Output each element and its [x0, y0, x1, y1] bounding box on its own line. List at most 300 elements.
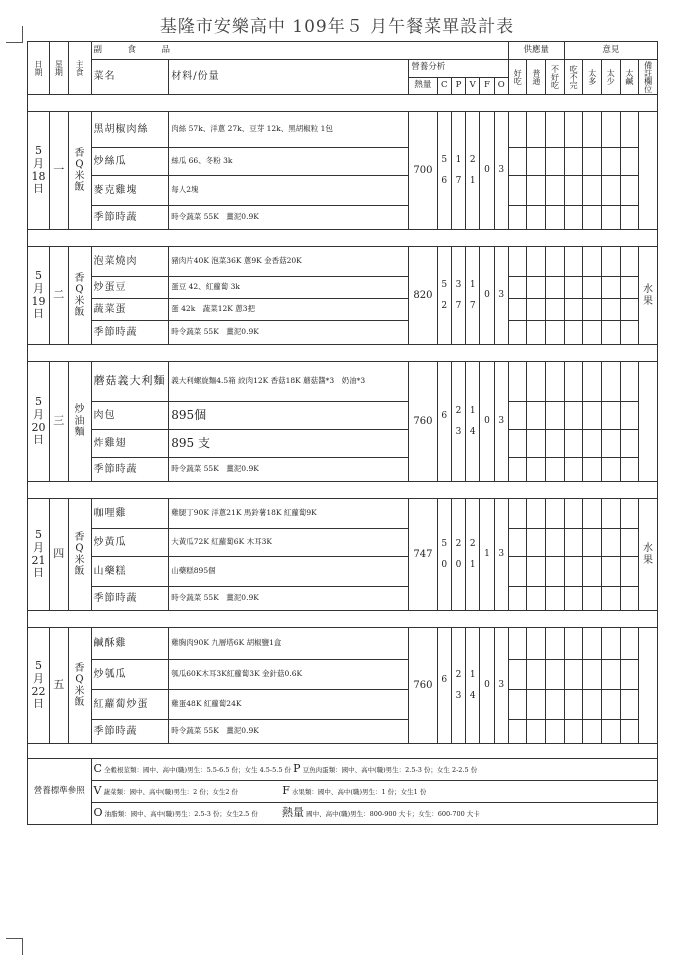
date-part: 22	[31, 684, 46, 698]
header-weekday: 星期	[49, 42, 68, 95]
eval-cell[interactable]	[620, 499, 639, 529]
dish-name: 蔬菜蛋	[91, 299, 169, 321]
header-col-v: V	[466, 77, 480, 95]
eval-cell[interactable]	[583, 299, 602, 321]
kcal-value: 760	[409, 628, 437, 744]
dish-row	[28, 148, 658, 176]
dish-row	[28, 587, 658, 611]
date-part: 日	[32, 307, 44, 321]
kcal-value: 820	[409, 247, 437, 345]
dish-name: 泡菜燒肉	[91, 247, 169, 277]
header-eval: 好吃	[508, 60, 527, 95]
dish-ingredients: 絲瓜 66、冬粉 3k	[169, 148, 409, 176]
eval-cell[interactable]	[564, 557, 583, 587]
staple-char: 炒	[74, 404, 85, 416]
standard-key: C	[93, 762, 102, 776]
eval-cell[interactable]	[601, 176, 620, 206]
eval-cell[interactable]	[527, 458, 546, 482]
nutrition-digit: 3	[455, 426, 462, 437]
eval-cell[interactable]	[583, 176, 602, 206]
eval-cell[interactable]	[546, 499, 565, 529]
eval-cell[interactable]	[564, 206, 583, 230]
eval-cell[interactable]	[546, 587, 565, 611]
eval-cell[interactable]	[564, 277, 583, 299]
eval-cell[interactable]	[601, 690, 620, 720]
eval-cell[interactable]	[508, 499, 527, 529]
date-part: 5	[34, 395, 42, 409]
standard-text: 豆魚肉蛋類：國中、高中(職)男生：2.5-3 份；女生 2-2.5 份	[302, 766, 478, 775]
nutrition-digit: 1	[469, 280, 476, 291]
eval-cell[interactable]	[601, 206, 620, 230]
dish-ingredients: 時令蔬菜 55K 薑泥0.9K	[169, 587, 409, 611]
header-eval: 不好吃	[546, 60, 565, 95]
standard-label: 營養標準參照	[28, 759, 92, 825]
eval-cell[interactable]	[546, 112, 565, 148]
dish-row	[28, 499, 658, 529]
header-eval: 太鹹	[620, 60, 639, 95]
eval-cell[interactable]	[546, 299, 565, 321]
eval-cell[interactable]	[601, 587, 620, 611]
date-part: 5	[34, 659, 42, 673]
dish-ingredients: 時令蔬菜 55K 薑泥0.9K	[169, 206, 409, 230]
eval-cell[interactable]	[601, 112, 620, 148]
separator-row	[28, 95, 658, 112]
eval-cell[interactable]	[527, 499, 546, 529]
eval-cell[interactable]	[546, 206, 565, 230]
eval-cell[interactable]	[527, 430, 546, 458]
eval-cell[interactable]	[564, 690, 583, 720]
eval-cell[interactable]	[508, 299, 527, 321]
eval-cell[interactable]	[583, 557, 602, 587]
nutrition-digit: 5	[441, 155, 448, 166]
dish-row	[28, 299, 658, 321]
day-date	[28, 247, 50, 345]
eval-cell[interactable]	[583, 402, 602, 430]
standard-row	[91, 803, 657, 825]
nutrition-f: 0	[480, 247, 494, 345]
eval-cell[interactable]	[508, 362, 527, 402]
staple-char: 米	[74, 170, 85, 182]
nutrition-digit: 6	[441, 675, 448, 686]
staple-char: 米	[74, 295, 85, 307]
eval-cell[interactable]	[620, 402, 639, 430]
dish-name: 肉包	[91, 402, 169, 430]
eval-cell[interactable]	[620, 299, 639, 321]
dish-ingredients: 雞腿丁90K 洋蔥21K 馬鈴薯18K 紅蘿蔔9K	[169, 499, 409, 529]
staple-char: Q	[75, 284, 84, 295]
nutrition-digit: 0	[441, 559, 448, 570]
standard-key: 熱量	[282, 806, 304, 820]
eval-cell[interactable]	[508, 176, 527, 206]
eval-cell[interactable]	[527, 529, 546, 557]
eval-cell[interactable]	[527, 628, 546, 660]
date-part: 20	[31, 420, 46, 434]
eval-cell[interactable]	[527, 402, 546, 430]
eval-cell[interactable]	[546, 720, 565, 744]
nutrition-f: 0	[480, 112, 494, 230]
staple-char: 香	[74, 147, 85, 159]
date-part: 日	[32, 433, 44, 447]
date-part: 月	[32, 407, 44, 421]
remark-fruit: 水果	[639, 499, 658, 611]
eval-cell[interactable]	[546, 690, 565, 720]
dish-ingredients: 蛋 42k 蔬菜12K 蔥3把	[169, 299, 409, 321]
nutrition-digit: 5	[441, 280, 448, 291]
eval-cell[interactable]	[546, 362, 565, 402]
nutrition-digit: 1	[469, 175, 476, 186]
eval-cell[interactable]	[508, 628, 527, 660]
standard-text: 油脂類：國中、高中(職)男生：2.5-3 份；女生2.5 份	[104, 810, 258, 819]
eval-cell[interactable]	[564, 720, 583, 744]
dish-name: 黑胡椒肉絲	[91, 112, 169, 148]
staple-char: Q	[75, 543, 84, 554]
eval-cell[interactable]	[527, 277, 546, 299]
nutrition-digit: 1	[469, 670, 476, 681]
eval-cell[interactable]	[527, 587, 546, 611]
remark-fruit	[639, 112, 658, 230]
eval-cell[interactable]	[620, 176, 639, 206]
eval-cell[interactable]	[527, 557, 546, 587]
dish-ingredients: 豬肉片40K 泡菜36K 蔥9K 金香菇20K	[169, 247, 409, 277]
separator	[28, 744, 658, 759]
eval-cell[interactable]	[620, 458, 639, 482]
eval-cell[interactable]	[564, 362, 583, 402]
remark-fruit	[639, 628, 658, 744]
eval-cell[interactable]	[564, 660, 583, 690]
day-weekday: 二	[49, 247, 68, 345]
eval-cell[interactable]	[601, 299, 620, 321]
dish-name: 山藥糕	[91, 557, 169, 587]
dish-ingredients: 時令蔬菜 55K 薑泥0.9K	[169, 321, 409, 345]
header-supply: 供應量	[508, 42, 564, 60]
eval-cell[interactable]	[546, 458, 565, 482]
staple-char: 油	[74, 415, 85, 427]
eval-cell[interactable]	[508, 148, 527, 176]
eval-cell[interactable]	[546, 148, 565, 176]
eval-cell[interactable]	[620, 529, 639, 557]
staple-char: Q	[75, 159, 84, 170]
eval-cell[interactable]	[508, 720, 527, 744]
eval-cell[interactable]	[620, 690, 639, 720]
eval-cell[interactable]	[601, 499, 620, 529]
eval-cell[interactable]	[508, 402, 527, 430]
eval-cell[interactable]	[601, 247, 620, 277]
eval-cell[interactable]	[601, 628, 620, 660]
dish-ingredients: 肉絲 57k、洋蔥 27k、豆芽 12k、黑胡椒粒 1包	[169, 112, 409, 148]
dish-ingredients: 雞蛋48K 紅蘿蔔24K	[169, 690, 409, 720]
staple-char: 香	[74, 662, 85, 674]
eval-cell[interactable]	[546, 628, 565, 660]
eval-cell[interactable]	[601, 277, 620, 299]
eval-cell[interactable]	[620, 587, 639, 611]
eval-cell[interactable]	[527, 690, 546, 720]
dish-name: 鹹酥雞	[91, 628, 169, 660]
dish-name: 炒絲瓜	[91, 148, 169, 176]
dish-name: 紅蘿蔔炒蛋	[91, 690, 169, 720]
eval-cell[interactable]	[601, 529, 620, 557]
eval-cell[interactable]	[564, 529, 583, 557]
date-part: 5	[34, 528, 42, 542]
separator-row	[28, 744, 658, 759]
nutrition-digit: 1	[455, 155, 462, 166]
eval-cell[interactable]	[546, 402, 565, 430]
date-part: 18	[31, 169, 46, 183]
date-part: 月	[32, 281, 44, 295]
eval-cell[interactable]	[583, 720, 602, 744]
separator	[28, 345, 658, 362]
eval-cell[interactable]	[508, 206, 527, 230]
eval-cell[interactable]	[508, 247, 527, 277]
eval-cell[interactable]	[620, 660, 639, 690]
day-date	[28, 362, 50, 482]
eval-cell[interactable]	[601, 321, 620, 345]
eval-cell[interactable]	[508, 690, 527, 720]
nutrition-digit: 1	[469, 559, 476, 570]
dish-row	[28, 430, 658, 458]
dish-row	[28, 402, 658, 430]
eval-cell[interactable]	[527, 247, 546, 277]
eval-cell[interactable]	[620, 148, 639, 176]
eval-cell[interactable]	[508, 587, 527, 611]
nutrition-digit: 7	[455, 300, 462, 311]
separator-row	[28, 345, 658, 362]
nutrition-o: 3	[494, 247, 508, 345]
day-date	[28, 112, 50, 230]
eval-cell[interactable]	[546, 557, 565, 587]
eval-cell[interactable]	[583, 206, 602, 230]
eval-cell[interactable]	[508, 277, 527, 299]
dish-name: 蘑菇義大利麵	[91, 362, 169, 402]
dish-ingredients: 大黃瓜72K 紅蘿蔔6K 木耳3K	[169, 529, 409, 557]
eval-cell[interactable]	[583, 690, 602, 720]
eval-cell[interactable]	[564, 458, 583, 482]
day-weekday: 一	[49, 112, 68, 230]
eval-cell[interactable]	[564, 587, 583, 611]
eval-cell[interactable]	[546, 176, 565, 206]
eval-cell[interactable]	[601, 148, 620, 176]
eval-cell[interactable]	[583, 660, 602, 690]
eval-cell[interactable]	[508, 430, 527, 458]
nutrition-digit: 1	[469, 406, 476, 417]
dish-ingredients: 895 支	[169, 430, 409, 458]
kcal-value: 760	[409, 362, 437, 482]
day-staple	[68, 628, 91, 744]
dish-name: 季節時蔬	[91, 587, 169, 611]
nutrition-digit: 4	[469, 690, 476, 701]
header-col-p: P	[451, 77, 465, 95]
day-staple	[68, 112, 91, 230]
eval-cell[interactable]	[508, 529, 527, 557]
eval-cell[interactable]	[564, 402, 583, 430]
eval-cell[interactable]	[546, 660, 565, 690]
eval-cell[interactable]	[508, 557, 527, 587]
nutrition-f: 0	[480, 362, 494, 482]
eval-cell[interactable]	[564, 499, 583, 529]
eval-cell[interactable]	[527, 299, 546, 321]
eval-cell[interactable]	[601, 430, 620, 458]
date-part: 月	[32, 156, 44, 170]
eval-cell[interactable]	[583, 587, 602, 611]
eval-cell[interactable]	[546, 321, 565, 345]
eval-cell[interactable]	[583, 628, 602, 660]
dish-row	[28, 628, 658, 660]
separator-row	[28, 611, 658, 628]
staple-char: 麵	[74, 427, 85, 439]
eval-cell[interactable]	[564, 321, 583, 345]
nutrition-digit: 7	[469, 300, 476, 311]
dish-name: 季節時蔬	[91, 321, 169, 345]
eval-cell[interactable]	[583, 458, 602, 482]
eval-cell[interactable]	[564, 299, 583, 321]
eval-cell[interactable]	[583, 148, 602, 176]
date-part: 日	[32, 182, 44, 196]
eval-cell[interactable]	[620, 247, 639, 277]
nutrition-c	[437, 362, 451, 482]
nutrition-digit: 2	[469, 539, 476, 550]
nutrition-f: 0	[480, 628, 494, 744]
header-nutrition: 營養分析	[409, 60, 509, 78]
standard-row	[91, 759, 657, 781]
eval-cell[interactable]	[527, 321, 546, 345]
eval-cell[interactable]	[620, 628, 639, 660]
standard-key: P	[293, 762, 301, 776]
eval-cell[interactable]	[620, 112, 639, 148]
separator-row	[28, 482, 658, 499]
eval-cell[interactable]	[583, 362, 602, 402]
eval-cell[interactable]	[527, 148, 546, 176]
eval-cell[interactable]	[564, 148, 583, 176]
eval-cell[interactable]	[564, 430, 583, 458]
eval-cell[interactable]	[601, 362, 620, 402]
eval-cell[interactable]	[583, 499, 602, 529]
day-weekday: 五	[49, 628, 68, 744]
dish-ingredients: 895個	[169, 402, 409, 430]
dish-ingredients: 蛋豆 42、紅蘿蔔 3k	[169, 277, 409, 299]
eval-cell[interactable]	[508, 321, 527, 345]
eval-cell[interactable]	[527, 112, 546, 148]
staple-char: 米	[74, 554, 85, 566]
dish-row	[28, 529, 658, 557]
dish-ingredients: 義大利螺旋麵4.5箱 絞肉12K 香菇18K 蘑菇醬*3 奶油*3	[169, 362, 409, 402]
dish-name: 炒瓠瓜	[91, 660, 169, 690]
separator	[28, 482, 658, 499]
eval-cell[interactable]	[620, 557, 639, 587]
eval-cell[interactable]	[620, 430, 639, 458]
eval-cell[interactable]	[620, 277, 639, 299]
staple-char: 飯	[74, 307, 85, 318]
eval-cell[interactable]	[601, 557, 620, 587]
header-dish-name: 菜名	[91, 60, 169, 95]
eval-cell[interactable]	[564, 247, 583, 277]
standard-text: 蔬菜類：國中、高中(職)男生：2 份；女生2 份	[103, 788, 239, 797]
eval-cell[interactable]	[527, 720, 546, 744]
dish-row	[28, 690, 658, 720]
nutrition-o: 3	[494, 362, 508, 482]
eval-cell[interactable]	[620, 720, 639, 744]
eval-cell[interactable]	[583, 430, 602, 458]
staple-char: 飯	[74, 566, 85, 577]
staple-char: Q	[75, 674, 84, 685]
eval-cell[interactable]	[508, 112, 527, 148]
separator	[28, 95, 658, 112]
nutrition-v	[466, 628, 480, 744]
eval-cell[interactable]	[546, 430, 565, 458]
nutrition-digit: 0	[455, 559, 462, 570]
nutrition-digit: 6	[441, 175, 448, 186]
separator	[28, 230, 658, 247]
header-staple: 主食	[68, 42, 91, 95]
eval-cell[interactable]	[583, 247, 602, 277]
date-part: 5	[34, 144, 42, 158]
nutrition-digit: 5	[441, 539, 448, 550]
standard-row	[91, 781, 657, 803]
eval-cell[interactable]	[620, 206, 639, 230]
nutrition-o: 3	[494, 628, 508, 744]
nutrition-p	[451, 628, 465, 744]
eval-cell[interactable]	[546, 529, 565, 557]
nutrition-digit: 4	[469, 426, 476, 437]
eval-cell[interactable]	[620, 362, 639, 402]
eval-cell[interactable]	[564, 112, 583, 148]
eval-cell[interactable]	[583, 321, 602, 345]
eval-cell[interactable]	[620, 321, 639, 345]
nutrition-c	[437, 628, 451, 744]
eval-cell[interactable]	[527, 362, 546, 402]
menu-table	[27, 41, 658, 825]
standard-text: 水果類：國中、高中(職)男生：1 份；女生1 份	[291, 788, 427, 797]
eval-cell[interactable]	[601, 660, 620, 690]
page-title: 基隆市安樂高中 109年５ 月午餐菜單設計表	[159, 17, 515, 37]
dish-row	[28, 206, 658, 230]
nutrition-c	[437, 247, 451, 345]
eval-cell[interactable]	[564, 176, 583, 206]
eval-cell[interactable]	[527, 206, 546, 230]
dish-name: 咖哩雞	[91, 499, 169, 529]
staple-char: 香	[74, 531, 85, 543]
eval-cell[interactable]	[601, 458, 620, 482]
eval-cell[interactable]	[583, 529, 602, 557]
eval-cell[interactable]	[527, 176, 546, 206]
eval-cell[interactable]	[564, 628, 583, 660]
header-eval: 普通	[527, 60, 546, 95]
header-col-c: C	[437, 77, 451, 95]
eval-cell[interactable]	[601, 720, 620, 744]
nutrition-p	[451, 362, 465, 482]
nutrition-v	[466, 112, 480, 230]
header-eval: 太少	[601, 60, 620, 95]
day-date	[28, 628, 50, 744]
standard-text: 全穀根莖類：國中、高中(職)男生：5.5-6.5 份；女生 4.5-5.5 份	[104, 766, 292, 775]
nutrition-o: 3	[494, 499, 508, 611]
staple-char: 香	[74, 272, 85, 284]
header-date: 日期	[28, 42, 50, 95]
staple-char: 飯	[74, 182, 85, 193]
eval-cell[interactable]	[508, 660, 527, 690]
eval-cell[interactable]	[508, 458, 527, 482]
nutrition-c	[437, 112, 451, 230]
nutrition-v	[466, 247, 480, 345]
eval-cell[interactable]	[601, 402, 620, 430]
header-remark: 備註欄位	[639, 60, 658, 95]
eval-cell[interactable]	[583, 277, 602, 299]
nutrition-p	[451, 247, 465, 345]
eval-cell[interactable]	[546, 277, 565, 299]
eval-cell[interactable]	[527, 660, 546, 690]
eval-cell[interactable]	[546, 247, 565, 277]
day-weekday: 三	[49, 362, 68, 482]
eval-cell[interactable]	[583, 112, 602, 148]
dish-name: 麥克雞塊	[91, 176, 169, 206]
